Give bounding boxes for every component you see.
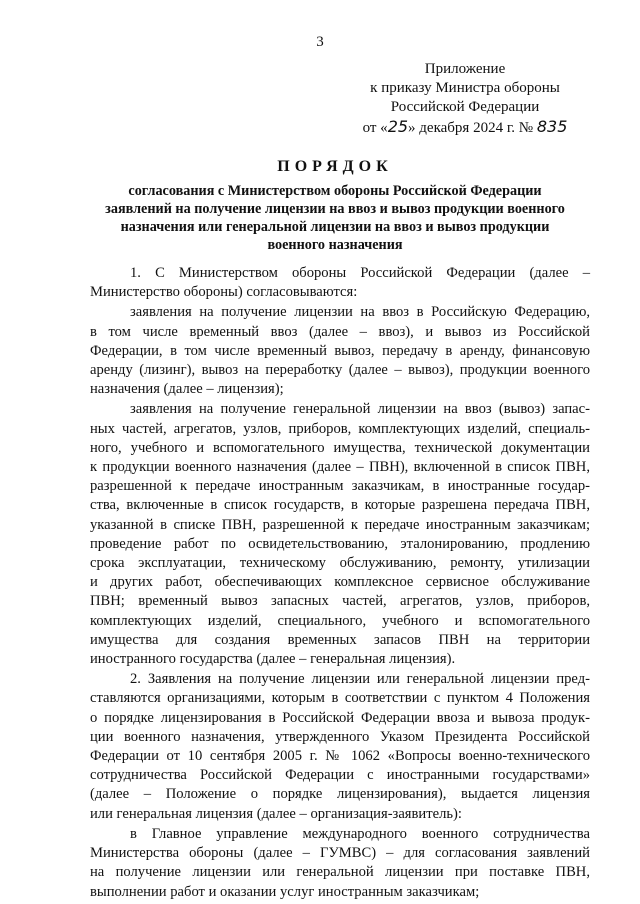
paragraph-line: Федерации от 10 сентября 2005 г. № 1062 «Вопросы военно-технического bbox=[90, 748, 590, 765]
paragraph-line: ства, включенные в список государств, в которые разрешена передача ПВН, bbox=[90, 497, 590, 514]
paragraph bbox=[90, 264, 590, 302]
paragraph-line: иностранного государства (далее – генеральная лицензия). bbox=[90, 651, 456, 668]
appendix-header bbox=[340, 60, 590, 138]
date-prefix: от « bbox=[362, 120, 388, 136]
appendix-title: Приложение bbox=[424, 61, 506, 77]
paragraph-line: в Главное управление международного военного сотрудничества bbox=[130, 825, 590, 842]
paragraph-line: назначения (далее – лицензия); bbox=[90, 381, 284, 398]
paragraph-line: Министерство обороны) согласовываются: bbox=[90, 284, 358, 301]
paragraph bbox=[90, 825, 590, 902]
paragraph-line: имущества для создания временных запасов ПВН на территории bbox=[90, 631, 590, 648]
paragraph-line: и других работ, обеспечивающих комплексное сервисное обслуживание bbox=[90, 574, 590, 591]
paragraph-line: комплектующих изделий, специального, учебного и вспомогательного bbox=[90, 612, 590, 629]
subtitle-line: назначения или генеральной лицензии на ввоз и вывоз продукции bbox=[120, 219, 550, 235]
paragraph-line: (далее – Положение о порядке лицензирования), выдается лицензия bbox=[90, 786, 590, 803]
handwritten-day: 25 bbox=[387, 117, 409, 136]
date-mid: » декабря 2024 г. № bbox=[408, 120, 534, 136]
paragraph-line: 1. С Министерством обороны Российской Федерации (далее – bbox=[130, 265, 590, 281]
paragraph bbox=[90, 400, 590, 669]
paragraph-line: заявления на получение генеральной лицензии на ввоз (вывоз) запас- bbox=[130, 401, 590, 418]
paragraph-line: на получение лицензии или генеральной лицензии при поставке ПВН, bbox=[90, 864, 590, 881]
document-body bbox=[90, 264, 590, 903]
appendix-country: Российской Федерации bbox=[390, 99, 540, 115]
paragraph-line: аренду (лизинг), вывоз на переработку (далее – вывоз), продукции военного bbox=[90, 362, 590, 379]
subtitle-line: согласования с Министерством обороны Российской Федерации bbox=[128, 183, 542, 199]
paragraph-line: заявления на получение лицензии на ввоз в Российскую Федерацию, bbox=[130, 304, 590, 321]
paragraph-line: проведение работ по освидетельствованию, эталонированию, продлению bbox=[90, 535, 590, 552]
paragraph-line: выполнении работ и оказании услуг иностранным заказчикам; bbox=[90, 883, 480, 900]
title-subtitle bbox=[80, 182, 590, 254]
appendix-date-line bbox=[340, 117, 590, 138]
paragraph bbox=[90, 303, 590, 399]
paragraph-line: ных частей, агрегатов, узлов, приборов, комплектующих изделий, специаль- bbox=[90, 420, 590, 437]
paragraph-line: к продукции военного назначения (далее – ПВН), включенной в список ПВН, bbox=[90, 459, 590, 476]
paragraph-line: о порядке лицензирования в Российской Федерации ввоза и вывоза продук- bbox=[90, 709, 590, 726]
paragraph-line: ПВН; временный вывоз запасных частей, агрегатов, узлов, приборов, bbox=[90, 593, 590, 610]
document-title bbox=[80, 158, 590, 254]
paragraph-line: ного, учебного и вспомогательного имущества, технической документации bbox=[90, 439, 590, 456]
paragraph-line: ставляются организациями, которым в соответствии с пунктом 4 Положения bbox=[90, 690, 590, 707]
handwritten-number: 835 bbox=[536, 117, 568, 136]
title-main: ПОРЯДОК bbox=[277, 158, 393, 175]
paragraph-line: 2. Заявления на получение лицензии или генеральной лицензии пред- bbox=[130, 671, 590, 688]
paragraph-line: указанной в списке ПВН, разрешенной к передаче иностранным заказчикам; bbox=[90, 516, 590, 533]
paragraph-line: Министерства обороны (далее – ГУМВС) – для согласования заявлений bbox=[90, 845, 590, 862]
paragraph-line: срока эксплуатации, техническому обслуживанию, ремонту, утилизации bbox=[90, 555, 590, 572]
paragraph-line: или генеральная лицензия (далее – организация-заявитель): bbox=[90, 805, 462, 822]
subtitle-line: заявлений на получение лицензии на ввоз и вывоз продукции военного bbox=[105, 201, 565, 217]
paragraph-line: сотрудничества Российской Федерации с иностранными государствами» bbox=[90, 767, 590, 784]
paragraph-line: в том числе временный ввоз (далее – ввоз), и вывоз из Российской bbox=[90, 323, 590, 340]
page-number: 3 bbox=[316, 34, 324, 50]
paragraph-line: Федерации, в том числе временный вывоз, передачу в аренду, финансовую bbox=[90, 342, 590, 359]
appendix-order-ref: к приказу Министра обороны bbox=[370, 80, 560, 96]
paragraph-line: разрешенной к передаче иностранным заказчикам, в иностранные государ- bbox=[90, 478, 590, 495]
subtitle-line: военного назначения bbox=[267, 237, 403, 253]
paragraph-line: ции военного назначения, утвержденного Указом Президента Российской bbox=[90, 728, 590, 745]
paragraph bbox=[90, 670, 590, 824]
